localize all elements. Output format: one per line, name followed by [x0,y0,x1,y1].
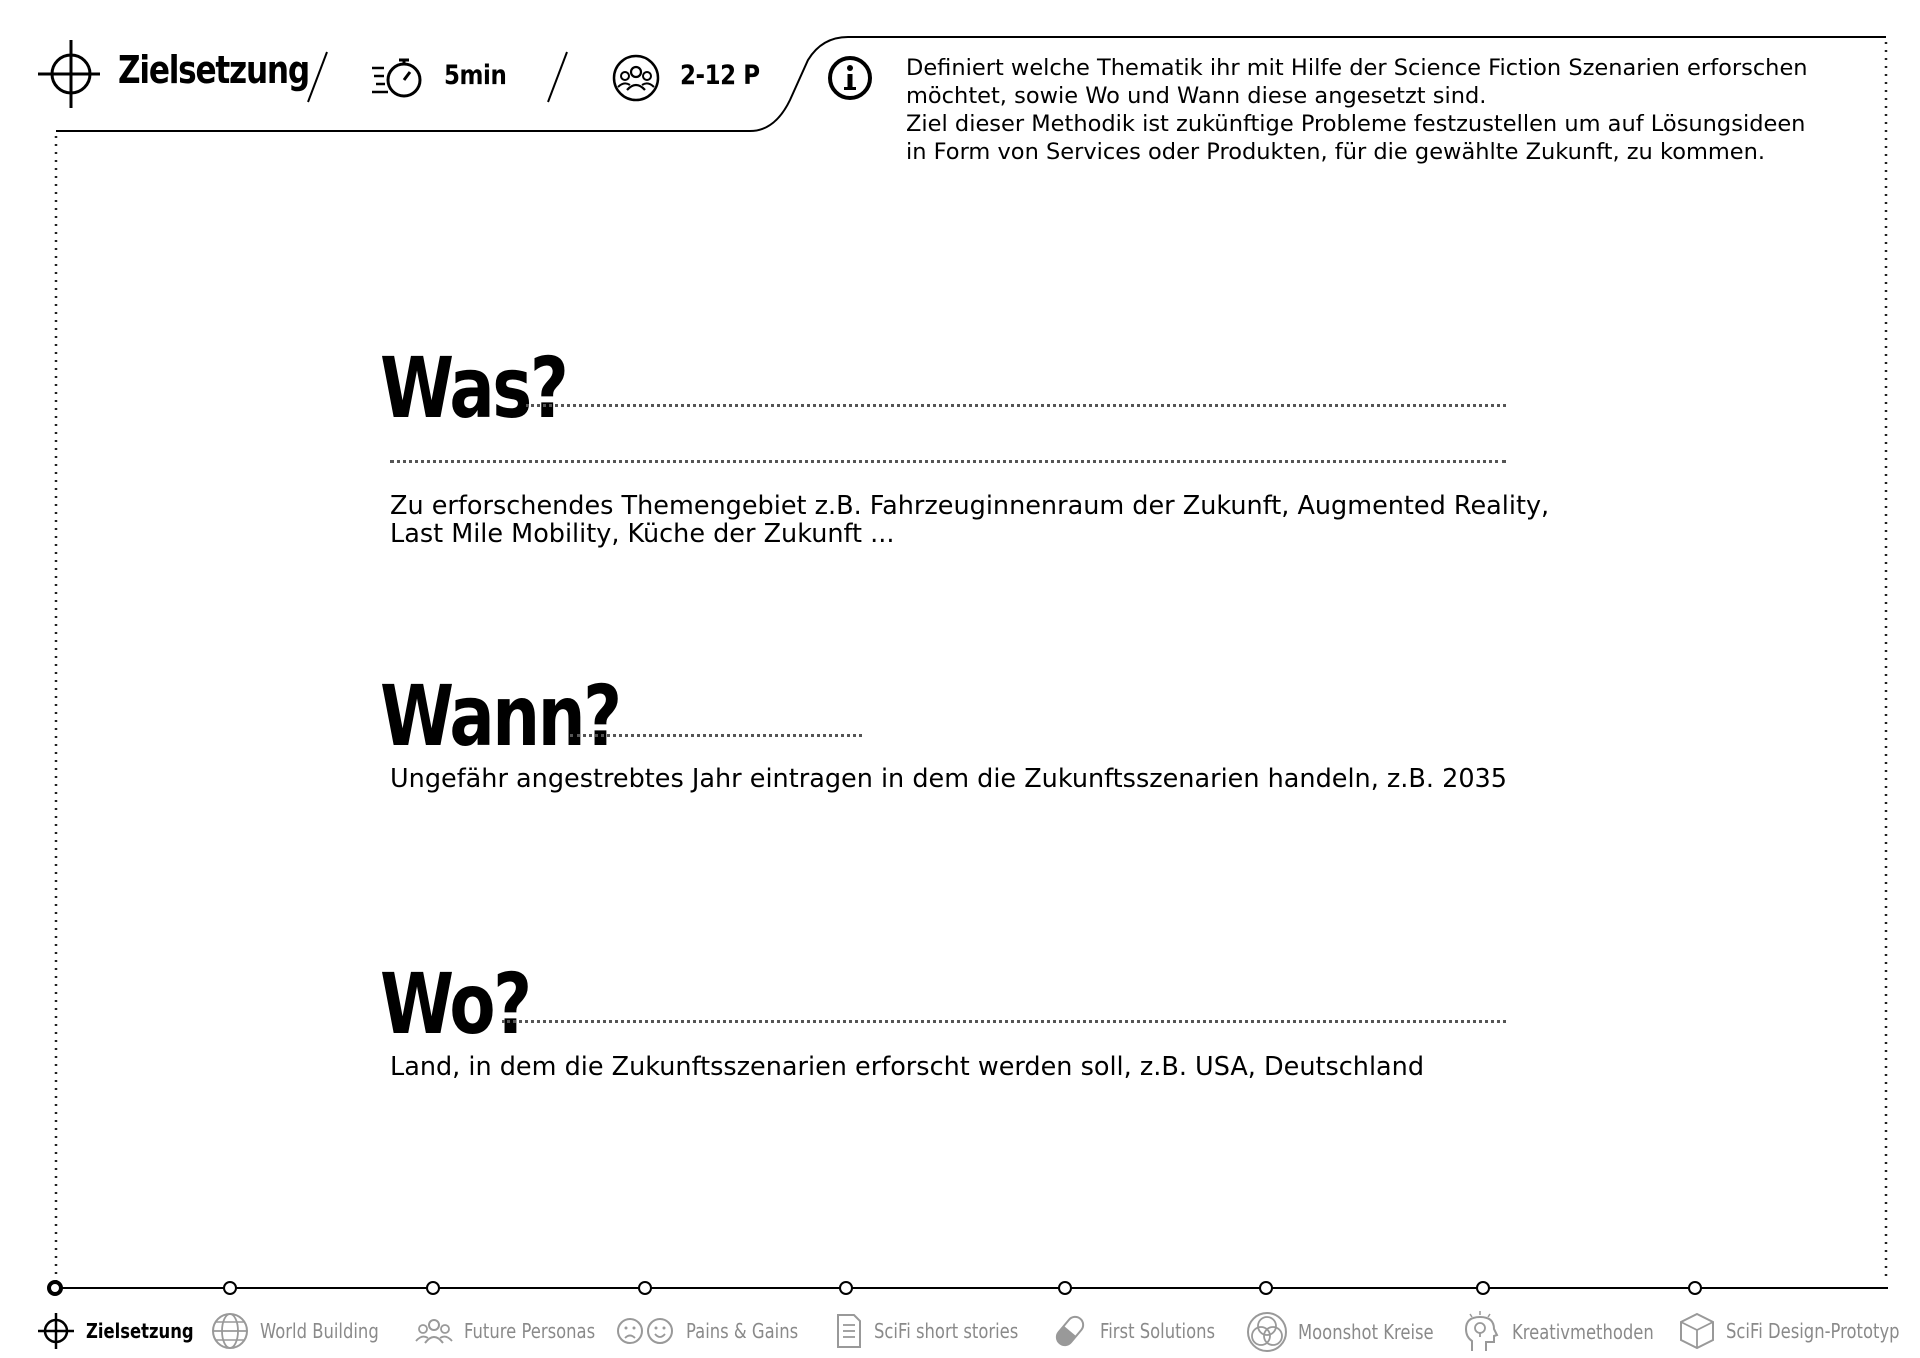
nav-item-moonshot-kreise[interactable] [1246,1311,1463,1353]
nav-item-future-personas[interactable] [414,1311,624,1351]
was-answer-line-2[interactable] [390,460,1506,463]
was-heading: Was? [380,339,567,437]
faces-icon [616,1311,676,1351]
info-line: Ziel dieser Methodik ist zukünftige Probleme festzustellen um auf Lösungsideen [906,111,1806,137]
people-icon [414,1311,454,1351]
globe-icon [210,1311,250,1351]
crosshair-icon [38,38,102,115]
wann-answer-line[interactable] [570,734,862,737]
stopwatch-icon [372,54,426,105]
document-icon [834,1311,864,1351]
nav-label: Zielsetzung [86,1319,194,1343]
lightbulb-head-icon [1462,1311,1502,1353]
wann-hint: Ungefähr angestrebtes Jahr eintragen in dem die Zukunftsszenarien handeln, z.B. 2035 [390,764,1507,794]
was-hint-line: Zu erforschendes Themengebiet z.B. Fahrzeuginnenraum der Zukunft, Augmented Reality, [390,491,1550,521]
duration-label: 5min [444,60,507,91]
nav-label: SciFi short stories [874,1319,1019,1343]
wo-hint: Land, in dem die Zukunftsszenarien erforscht werden soll, z.B. USA, Deutschland [390,1052,1425,1082]
nav-item-pains-gains[interactable] [616,1311,823,1351]
wann-heading: Wann? [380,667,620,765]
nav-label: World Building [260,1319,379,1343]
nav-label: Pains & Gains [686,1319,799,1343]
was-hint-line: Last Mile Mobility, Küche der Zukunft ... [390,519,895,549]
was-answer-line-1[interactable] [526,404,1506,407]
was-hint [390,492,1549,548]
nav-item-scifi-design-prototyp[interactable] [1678,1311,1920,1351]
info-line: Definiert welche Thematik ihr mit Hilfe der Science Fiction Szenarien erforschen [906,55,1808,81]
nav-label: First Solutions [1100,1319,1216,1343]
info-icon [826,54,874,107]
info-line: möchtet, sowie Wo und Wann diese angesetzt sind. [906,83,1487,109]
nav-label: SciFi Design-Prototyp [1726,1319,1900,1343]
page-title: Zielsetzung [118,48,309,92]
nav-label: Future Personas [464,1319,596,1343]
info-line: in Form von Services oder Produkten, für die gewählte Zukunft, zu kommen. [906,139,1766,165]
participants-label: 2-12 P [680,60,760,91]
nav-label: Moonshot Kreise [1298,1320,1434,1344]
nav-label: Kreativmethoden [1512,1320,1654,1344]
nav-item-scifi-short-stories[interactable] [834,1311,1050,1351]
nav-item-kreativmethoden[interactable] [1462,1311,1685,1353]
crosshair-icon [36,1311,76,1351]
cube-icon [1678,1311,1716,1351]
venn-circles-icon [1246,1311,1288,1353]
group-icon [612,54,660,107]
nav-item-world-building[interactable] [210,1311,405,1351]
wo-heading: Wo? [380,955,530,1053]
wo-answer-line[interactable] [502,1020,1506,1023]
pill-icon [1050,1311,1090,1351]
nav-item-zielsetzung[interactable] [36,1311,217,1351]
info-description [906,54,1856,166]
nav-item-first-solutions[interactable] [1050,1311,1240,1351]
timeline-node-active [49,1282,61,1294]
